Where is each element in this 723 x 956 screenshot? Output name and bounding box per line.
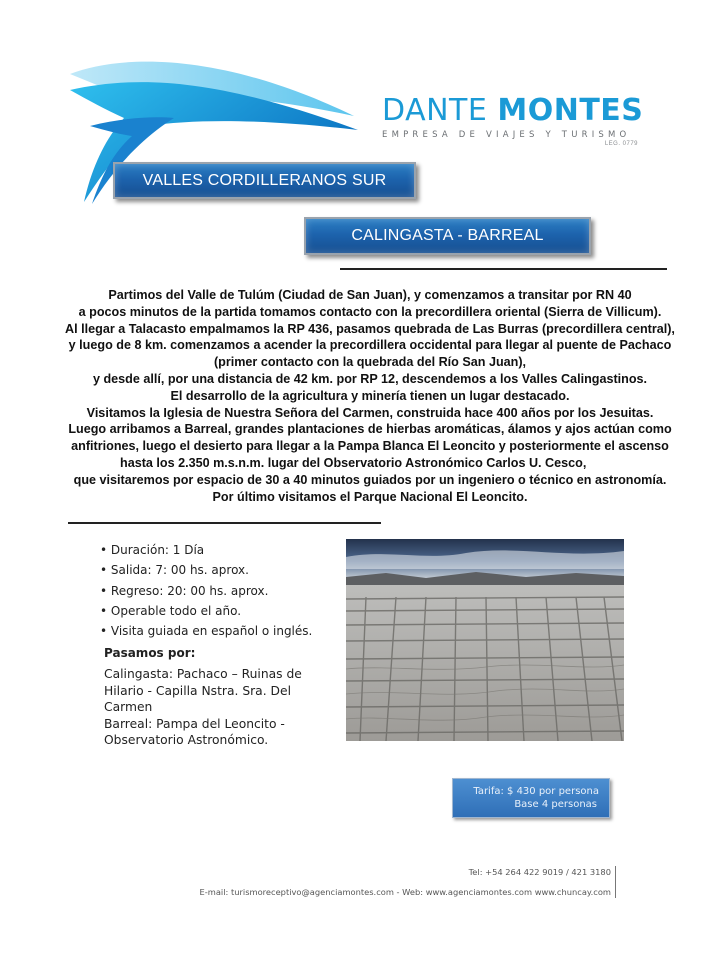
cracked-earth-icon (346, 539, 624, 741)
description-line: Por último visitamos el Parque Nacional El Leoncito. (212, 489, 528, 504)
price-line: Tarifa: $ 430 por persona (473, 786, 599, 797)
list-item: • Duración: 1 Día (100, 540, 340, 560)
description-line: Partimos del Valle de Tulúm (Ciudad de San Juan), y comenzamos a transitar por RN 40 (108, 288, 632, 302)
stops-title: Pasamos por: (104, 646, 196, 661)
description-line: hasta los 2.350 m.s.n.m. lugar del Observatorio Astronómico Carlos U. Cesco, (120, 455, 587, 470)
stops-line: Barreal: Pampa del Leoncito - (104, 716, 285, 731)
destination-banner: CALINGASTA - BARREAL (304, 217, 591, 255)
brand-tagline: EMPRESA DE VIAJES Y TURISMO (382, 130, 631, 140)
brand-legajo: LEG. 0779 (604, 141, 638, 147)
stops-line: Calingasta: Pachaco – Ruinas de (104, 667, 302, 682)
brand-name (382, 94, 642, 128)
region-banner: VALLES CORDILLERANOS SUR (113, 162, 416, 199)
stops-line: Observatorio Astronómico. (104, 733, 269, 748)
divider-bottom (68, 522, 381, 524)
itinerary-description (40, 287, 700, 505)
description-line: y desde allí, por una distancia de 42 km. por RP 12, descendemos a los Valles Calingastinos. (92, 371, 648, 386)
price-base-line: Base 4 personas (514, 799, 597, 810)
list-item: • Operable todo el año. (100, 601, 340, 621)
description-line: que visitaremos por espacio de 30 a 40 minutos guiados por un ingeniero o técnico en astronomía. (73, 472, 667, 487)
price-box (452, 778, 610, 818)
list-item: • Salida: 7: 00 hs. aprox. (100, 560, 340, 580)
stops-line: Carmen (104, 700, 153, 715)
contact-divider (615, 866, 616, 898)
brand-block (382, 94, 642, 147)
description-line: (primer contacto con la quebrada del Río San Juan), (213, 355, 527, 370)
tour-details (100, 540, 340, 749)
description-line: Visitamos la Iglesia de Nuestra Señora del Carmen, construida hace 400 años por los Jesuitas. (86, 405, 654, 420)
contact-email-web: E-mail: turismoreceptivo@agenciamontes.com - Web: www.agenciamontes.com www.chuncay.com (199, 887, 611, 897)
list-item: • Visita guiada en español o inglés. (100, 621, 340, 641)
details-list (100, 540, 340, 641)
stops-list (104, 666, 340, 749)
contact-phone: Tel: +54 264 422 9019 / 421 3180 (468, 867, 611, 877)
description-line: anfitriones, luego el desierto para llegar a la Pampa Blanca El Leoncito y posteriormente el ascenso (71, 439, 669, 454)
cracked-desert-landscape-photo (346, 539, 624, 741)
contact-info (200, 866, 611, 898)
description-line: a pocos minutos de la partida tomamos contacto con la precordillera oriental (Sierra de Villicum). (78, 304, 662, 319)
stops-line: Hilario - Capilla Nstra. Sra. Del (104, 683, 291, 698)
description-line: El desarrollo de la agricultura y minería tienen un lugar destacado. (170, 388, 570, 403)
description-line: Luego arribamos a Barreal, grandes plantaciones de hierbas aromáticas, álamos y ajos actúan como (68, 422, 672, 437)
brand-name-second: MONTES (497, 93, 644, 128)
brand-name-first: DANTE (382, 93, 488, 128)
divider-top (340, 268, 667, 270)
list-item: • Regreso: 20: 00 hs. aprox. (100, 581, 340, 601)
description-line: Al llegar a Talacasto empalmamos la RP 436, pasamos quebrada de Las Burras (precordillera central), (65, 321, 675, 336)
description-line: y luego de 8 km. comenzamos a acender la precordillera occidental para llegar al puente de Pachaco (68, 338, 672, 353)
